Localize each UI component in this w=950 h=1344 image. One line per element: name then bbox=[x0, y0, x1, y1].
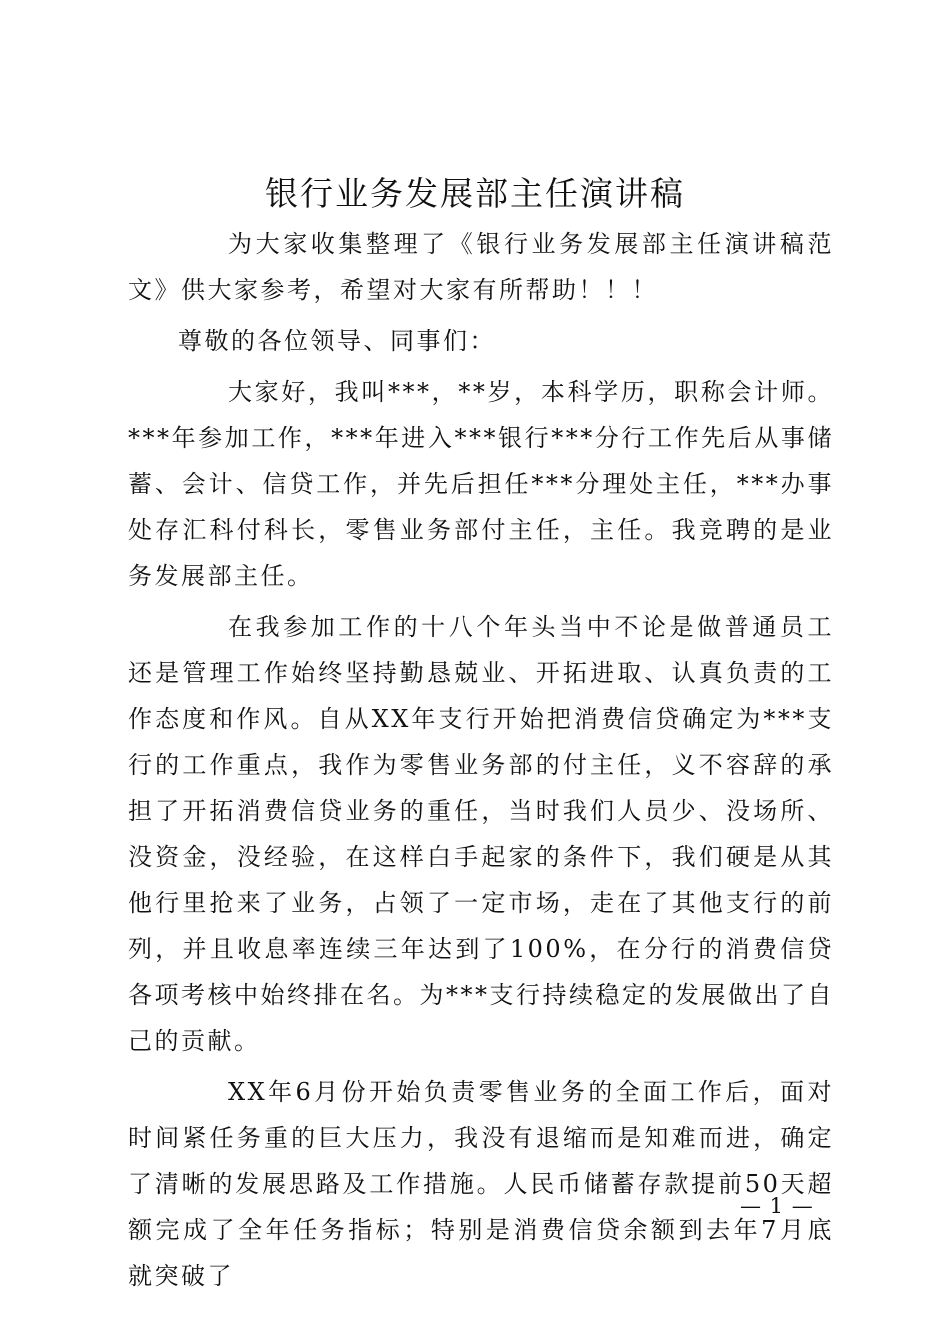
document-body bbox=[128, 221, 834, 1299]
intro-paragraph: 为大家收集整理了《银行业务发展部主任演讲稿范文》供大家参考，希望对大家有所帮助！！！ bbox=[128, 230, 834, 304]
work-experience-paragraph: 在我参加工作的十八个年头当中不论是做普通员工还是管理工作始终坚持勤恳兢业、开拓进取、认真负责的工作态度和作风。自从XX年支行开始把消费信贷确定为***支行的工作重点，我作为零售业务部的付主任，义不容辞的承担了开拓消费信贷业务的重任，当时我们人员少、没场所、没资金，没经验，在这样白手起家的条件下，我们硬是从其他行里抢来了业务，占领了一定市场，走在了其他支行的前列，并且收息率连续三年达到了100%，在分行的消费信贷各项考核中始终排在名。为***支行持续稳定的发展做出了自己的贡献。 bbox=[128, 613, 834, 1055]
self-introduction-paragraph: 大家好，我叫***，**岁，本科学历，职称会计师。***年参加工作，***年进入***银行***分行工作先后从事储蓄、会计、信贷工作，并先后担任***分理处主任，***办事处存汇科付科长，零售业务部付主任，主任。我竞聘的是业务发展部主任。 bbox=[128, 378, 834, 590]
document-title: 银行业务发展部主任演讲稿 bbox=[265, 174, 685, 213]
greeting-paragraph: 尊敬的各位领导、同事们： bbox=[178, 327, 496, 355]
page-number: — 1 — bbox=[740, 1194, 814, 1218]
retail-business-paragraph: XX年6月份开始负责零售业务的全面工作后，面对时间紧任务重的巨大压力，我没有退缩而是知难而进，确定了清晰的发展思路及工作措施。人民币储蓄存款提前50天超额完成了全年任务指标；特别是消费信贷余额到去年7月底就突破了 bbox=[128, 1078, 834, 1290]
